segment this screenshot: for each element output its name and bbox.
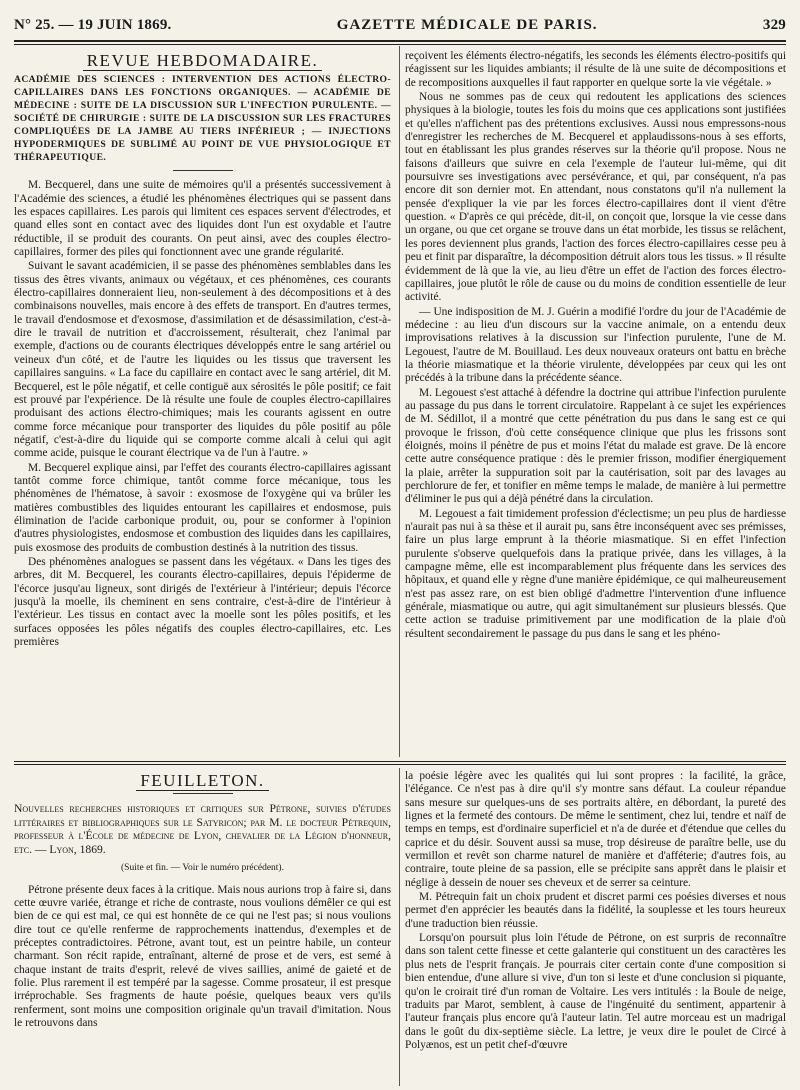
revue-paragraph: Des phénomènes analogues se passent dans les végétaux. « Dans les tiges des arbres, dit M. Becquerel, les courants électro-capillaires, depuis l'épiderme de l'écorce jusqu'au ligneux, sont dirigés de l'extérieur à l'intérieur; depuis l'écorce jusqu'à la moelle, ils cheminent en sens contraire, c'est-à-dire de l'intérieur à l'extérieur. Les tissus en contact avec la moelle sont les pôles positifs, et les surfaces opposées les pôles négatifs des couples électro-capillaires, etc. Les premières — [14, 555, 391, 649]
feuilleton-title-rule — [173, 793, 233, 794]
revue-paragraph: M. Becquerel explique ainsi, par l'effet des courants électro-capillaires agissant tantôt comme force chimique, tantôt comme force mécanique, tous les phénomènes de l'hématose, à savoir : exosmose de l'oxygène qui va brûler les matières combustibles des liquides entourant les capillaires et endosmose, puis élimination de l'acide carbonique produit, ou, pour se conformer à l'opinion d'autres physiologistes, endosmose et combustion des liquides dans les capillaires, puis exosmose des produits de combustion destinés à la nutrition des tissus. — [14, 461, 391, 554]
continuation-note: (Suite et fin. — Voir le numéro précédent). — [121, 863, 284, 874]
page-header — [14, 10, 786, 40]
feuilleton-right-column — [405, 770, 786, 1085]
feuilleton-subtitle: Nouvelles recherches historiques et critiques sur Pétrone, suivies d'études littéraires et bibliographiques sur le Satyricon; par M. le docteur Pétrequin, professeur à l'École de médecine de Lyon, chevalier de la Légion d'honneur, etc. — Lyon, 1869. — [14, 802, 391, 856]
header-rule — [14, 40, 786, 45]
page-number: 329 — [762, 16, 786, 33]
revue-paragraph: — Une indisposition de M. J. Guérin a modifié l'ordre du jour de l'Académie de médecine : au lieu d'un discours sur la vaccine animale, on a entendu deux improvisations relatives à la discussion sur l'infection purulente, l'une de M. Legouest, l'autre de M. Bouillaud. Les deux nouveaux orateurs ont battu en brèche la théorie miasmatique et la théorie virulente, développées par ceux qui les ont précédés à la tribune dans la précédente séance. — [405, 305, 786, 385]
journal-title: GAZETTE MÉDICALE DE PARIS. — [336, 16, 598, 33]
revue-left-column — [14, 50, 391, 757]
feuilleton-left-column — [14, 770, 391, 1085]
feuilleton-paragraph: Pétrone présente deux faces à la critique. Mais nous aurions trop à faire si, dans cette œuvre variée, étrange et riche de contraste, nous voulions démêler ce qui est bien de ce qui est mal, ce qui est honnête de ce qui ne l'est pas; si nous voulions dire tout ce qu'elle renferme de rapprochements inattendus, d'exemples et de préceptes contradictoires. Pétrone, avant tout, est un peintre habile, un conteur charmant. Son récit rapide, entraînant, alterné de prose et de vers, est semé à chaque instant de traits d'esprit, relevé de vives saillies, animé de gaieté et de folie. Plus rarement il est tempéré par la sagesse. Comme prosateur, il est presque irréprochable. Ses fragments de haute poésie, quelques beaux vers qu'ils renferment, sont moins une composition originale qu'un travail d'imitation. Nous le retrouvons dans — [14, 883, 391, 1030]
issue-date: N° 25. — 19 JUIN 1869. — [14, 16, 172, 33]
revue-right-column — [405, 50, 786, 757]
feuilleton-paragraph: Lorsqu'on poursuit plus loin l'étude de Pétrone, on est surpris de reconnaître dans son talent cette finesse et cette galanterie qui constituent un des caractères les plus nets de l'esprit français. Je pourrais citer certain conte d'une composition si bien entendue, d'une allure si vive, d'un ton si leste et d'une conclusion si piquante, qu'on le croirait tiré d'un roman de Voltaire. Les vers intitulés : la Boule de neige, traduits par Marot, semblent, à cause de l'ingénuité du sentiment, appartenir à l'auteur français plus encore qu'à l'auteur latin. Tel autre morceau est un madrigal dans le goût du dix-septième siècle. La lettre, je veux dire le poulet de Circé à Polyænos, est un petit chef-d'œuvre — [405, 932, 786, 1051]
summary-rule — [173, 170, 233, 171]
revue-paragraph: M. Legouest a fait timidement profession d'éclectisme; un peu plus de hardiesse n'aurait pas nui à sa thèse et il aurait pu, sans être inconséquent avec ses prémisses, faire un plus large emprunt à la théorie miasmatique. Si en effet l'infection purulente s'observe quelquefois dans la pratique privée, dans les villages, à la campagne même, elle est incomparablement plus fréquente dans les services des hôpitaux, et quand elle y règne d'une manière épidémique, ce qui malheureusement n'est pas assez rare, on est bien obligé d'admettre l'intervention d'une influence générale, miasmatique ou autre, qui agit simultanément sur plusieurs blessés. Que cette action se traduise primitivement par une modification de la plaie d'où résultent secondairement le passage du pus dans le sang et les phéno- — [405, 507, 786, 640]
revue-paragraph: reçoivent les éléments électro-négatifs, les seconds les éléments électro-positifs qui réagissent sur les liquides ambiants; il résulte de là une suite de décompositions et de recompositions auxquelles il faut rapporter en quelque sorte la vie végétale. » — [405, 50, 786, 89]
revue-summary: ACADÉMIE DES SCIENCES : INTERVENTION DES ACTIONS ÉLECTRO-CAPILLAIRES DANS LES FONCTIONS ORGANIQUES. — ACADÉMIE DE MÉDECINE : SUITE DE LA DISCUSSION SUR L'INFECTION PURULENTE. — SOCIÉTÉ DE CHIRURGIE : SUITE DE LA DISCUSSION SUR LES FRACTURES COMPLIQUÉES DE LA JAMBE AU TIERS INFÉRIEUR ; — INJECTIONS HYPODERMIQUES DE SUBLIMÉ AU POINT DE VUE PHYSIOLOGIQUE ET THÉRAPEUTIQUE. — [14, 74, 391, 164]
feuilleton-divider — [14, 761, 786, 765]
feuilleton-paragraph: M. Pétrequin fait un choix prudent et discret parmi ces poésies diverses et nous permet d'en apprécier les beautés dans la fidélité, la souplesse et les tours heureux d'une traduction bien réussie. — [405, 891, 786, 930]
revue-paragraph: M. Becquerel, dans une suite de mémoires qu'il a présentés successivement à l'Académie des sciences, a étudié les phénomènes électriques qui se passent dans les espaces capillaires. Les parois qui limitent ces espaces servent d'électrodes, et quand elles sont en contact avec des liquides dont l'un est oxydable et l'autre réductible, il se produit des courants. On peut ainsi, avec des couples électro-capillaires, former des piles qui fonctionnent avec une grande régularité. — [14, 179, 391, 259]
feuilleton-paragraph: la poésie légère avec les qualités qui lui sont propres : la facilité, la grâce, l'élégance. Ce n'est pas à dire qu'il s'y montre sans défaut. La couleur répandue sans mesure sur quelques-uns de ses portraits altère, en débordant, la pureté des lignes et la fermeté des contours. De même le sentiment, chez lui, tendre et naïf de temps en temps, est d'ordinaire superficiel et n'a de durée et d'étendue que celles du caprice et du désir. Souvent aussi sa muse, trop désireuse de paraître belle, use du vermillon et revêt son charme naturel de manière et d'afféterie; d'autres fois, au contraire, toute pleine de sa passion, elle se précipite sans apprêt dans le plaisir et néglige à dessein de nouer ses cheveux et de serrer sa ceinture. — [405, 770, 786, 889]
revue-title: REVUE HEBDOMADAIRE. — [14, 54, 391, 67]
column-divider — [399, 46, 400, 757]
revue-paragraph: M. Legouest s'est attaché à défendre la doctrine qui attribue l'infection purulente au passage du pus dans le torrent circulatoire. Rappelant à ce sujet les expériences de M. Sédillot, il a montré que cette pénétration du pus dans le sang est ce qui provoque le frisson, d'où cette conséquence clinique que plus les frissons sont éloignés, moins il pénètre de pus et moins l'état du malade est grave. De là encore cette autre conséquence pratique : dès le premier frisson, modifier énergiquement la plaie, arrêter la suppuration soit par la cautérisation, soit par des lavages au perchlorure de fer, et tonifier en même temps le malade, de manière à lui permettre d'éliminer le pus qui a déjà pénétré dans la circulation. — [405, 386, 786, 506]
revue-paragraph: Nous ne sommes pas de ceux qui redoutent les applications des sciences physiques à la biologie, toutes les fois du moins que ces applications sont justifiées et qu'elles n'affichent pas des prétentions exclusives. Aussi nous empressons-nous d'enregistrer les recherches de M. Becquerel et applaudissons-nous à ses efforts, tout en établissant les plus grandes réserves sur la théorie qu'il propose. Nous ne faisons d'ailleurs que suivre en cela l'exemple de l'auteur lui-même, qui dit poursuivre ses investigations avec persévérance, et qui, par conséquent, n'a pas encore dit son dernier mot. En attendant, nous constatons qu'il n'a nullement la pensée d'expliquer la vie par les forces électro-capillaires dont il vient d'être question. « D'après ce qui précède, dit-il, on conçoit que, lorsque la vie cesse dans un organe, ou que cet organe se trouve dans un état morbide, les tissus se relâchent, les pores deviennent plus grands, l'action des forces électro-capillaires cesse peu à peu et finit par disparaître, la décomposition détruit alors tous les tissus. » Il résulte évidemment de là que la vie, au lieu d'être un effet de l'action des forces électro-capillaires, joue plutôt le rôle de cause ou du moins de condition essentielle de leur activité. — [405, 91, 786, 304]
revue-paragraph: Suivant le savant académicien, il se passe des phénomènes semblables dans les tissus des êtres vivants, animaux ou végétaux, et ces phénomènes, ces courants électro-capillaires donneraient lieu, non-seulement à des décompositions et à des combinaisons nouvelles, mais encore à des effets de transport. En d'autres termes, le travail d'endosmose et d'exosmose, d'assimilation et de désassimilation, c'est-à-dire le travail de nutrition et d'accroissement, résulterait, chez l'animal par exemple, d'actions ou de courants électriques développés entre le sang artériel ou veineux d'un côté, et de l'autre les liquides ou les tissus que traversent les capillaires sanguins. « La face du capillaire en contact avec le sang artériel, dit M. Becquerel, est le pôle négatif, et celle contiguë aux sérosités le pôle positif; ce fait est prouvé par l'expérience. De là résulte une foule de couples électro-capillaires produisant des actions électro-chimiques; mais les courants agissent en outre comme force mécanique pour transporter des liquides du pôle positif au pôle négatif, c'est-à-dire du liquide qui se comporte comme alcali à celui qui agit comme acide, puisque le courant électrique va de l'un à l'autre. » — [14, 260, 391, 460]
feuilleton-title: FEUILLETON. — [14, 774, 391, 787]
column-divider — [399, 768, 400, 1086]
